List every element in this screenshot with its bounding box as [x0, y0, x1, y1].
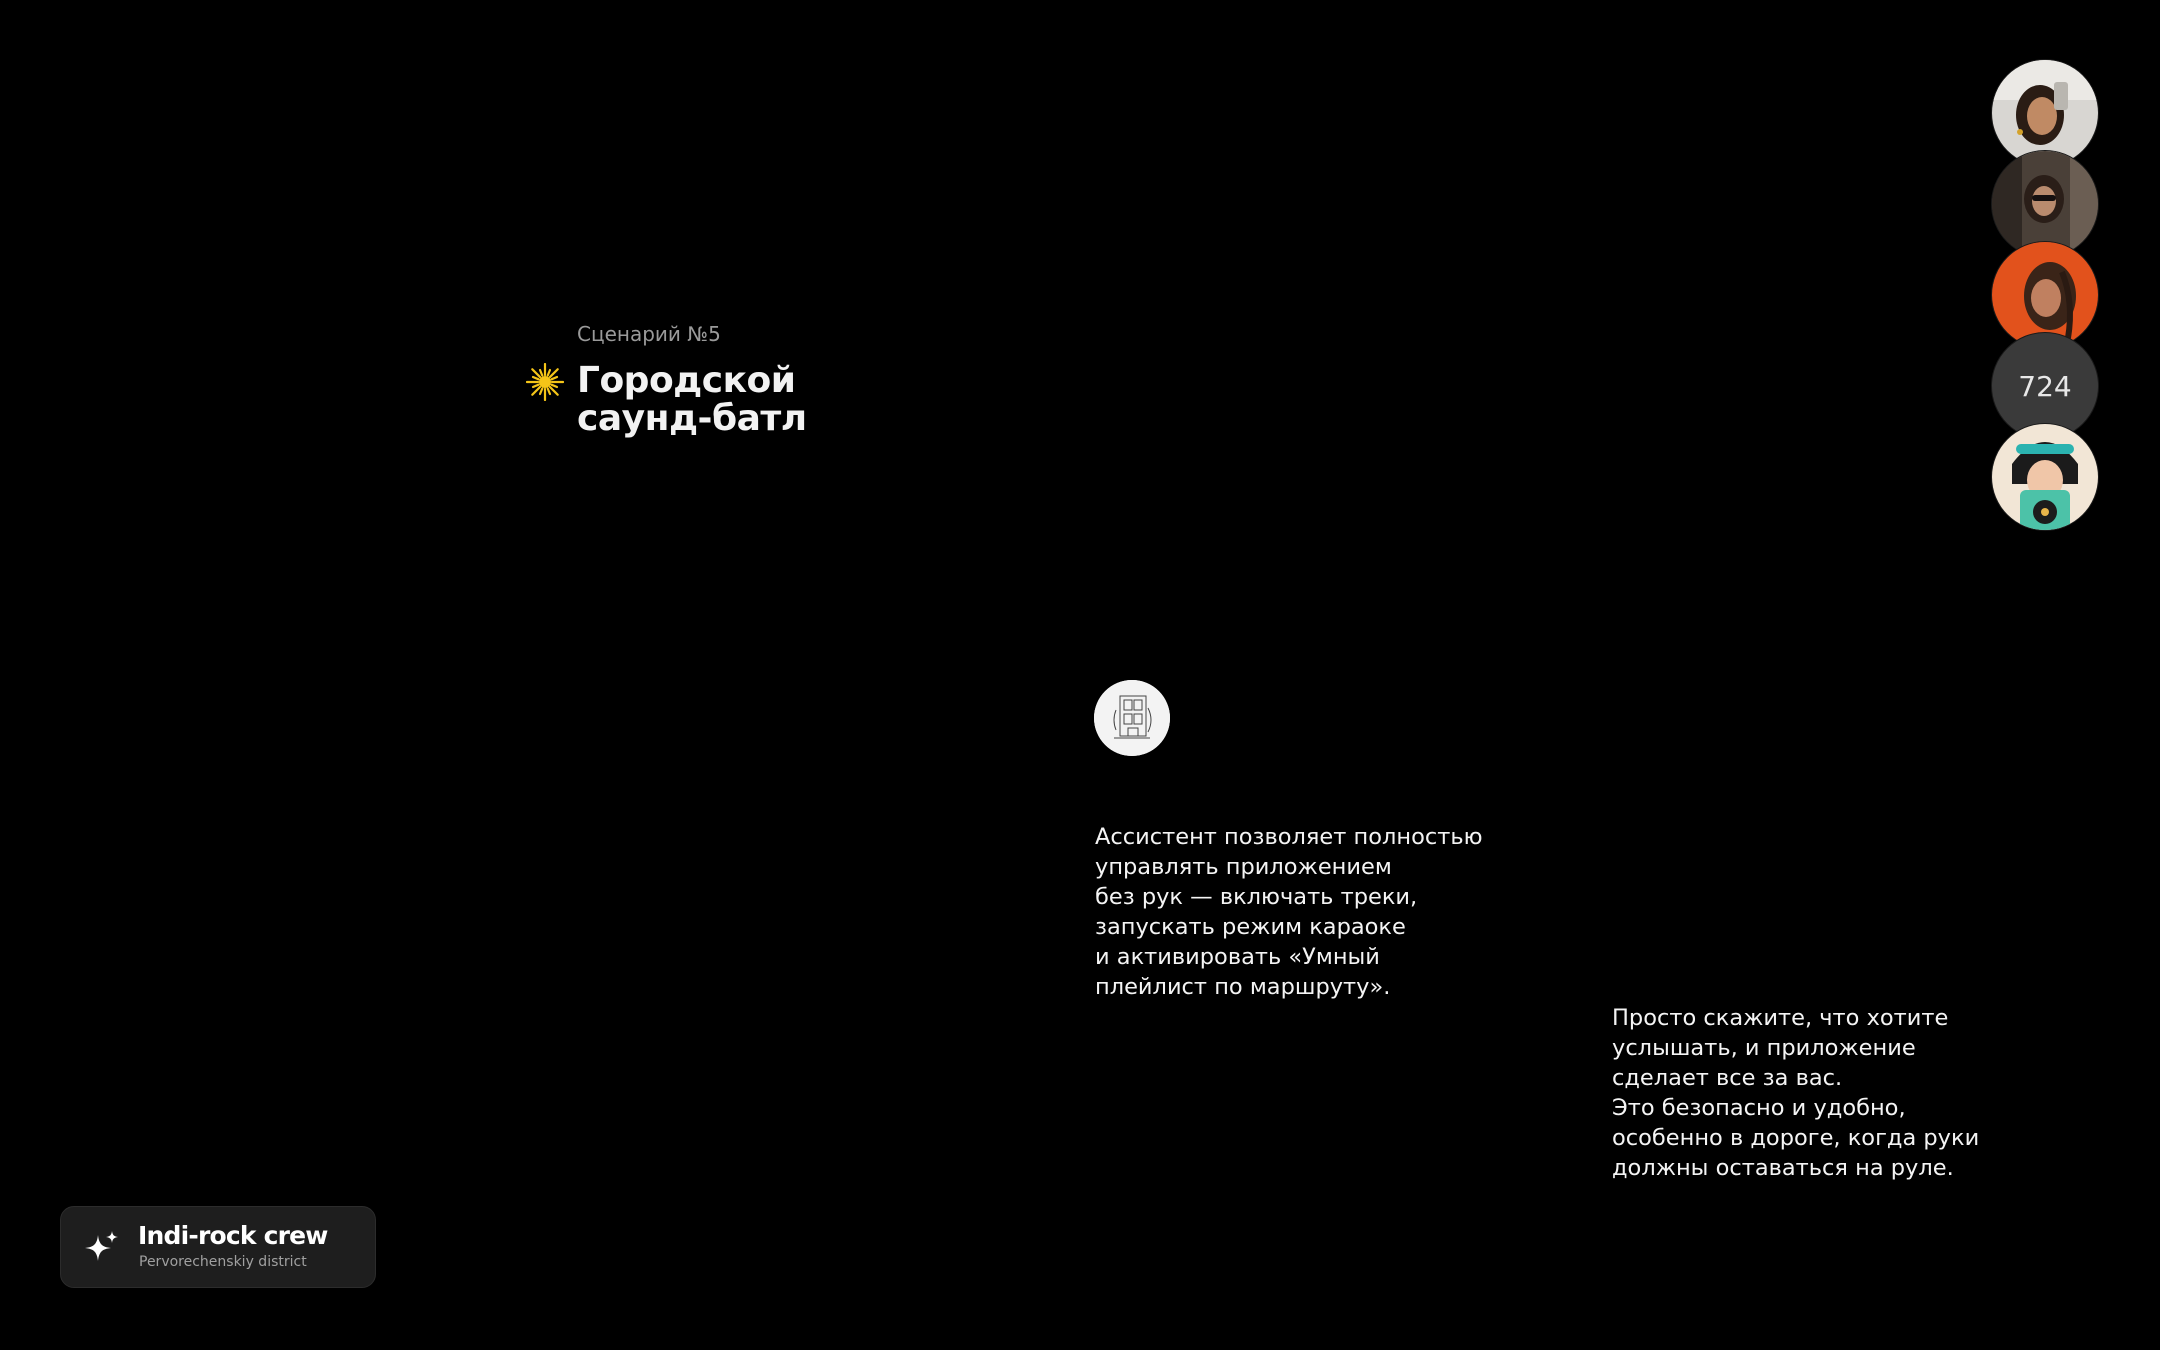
assistant-description-line: и активировать «Умный [1095, 944, 1380, 970]
assistant-benefits-line: сделает все за вас. [1612, 1065, 1843, 1091]
scenario-title [577, 362, 807, 438]
crew-name: Indi-rock crew [138, 1221, 328, 1250]
sparkle-icon [83, 1229, 121, 1267]
assistant-benefits-line: услышать, и приложение [1612, 1035, 1916, 1061]
participant-count: 724 [2018, 369, 2072, 403]
assistant-benefits-line: должны оставаться на руле. [1612, 1155, 1954, 1181]
assistant-description-line: плейлист по маршруту». [1095, 974, 1391, 1000]
assistant-benefits-line: особенно в дороге, когда руки [1612, 1125, 1980, 1151]
scenario-title-line-1: Городской [577, 360, 796, 401]
assistant-description-line: Ассистент позволяет полностью [1095, 824, 1483, 850]
assistant-description [1095, 822, 1483, 1002]
crew-district: Pervorechenskiy district [139, 1254, 307, 1270]
scenario-label: Сценарий №5 [577, 322, 721, 346]
participants-avatar-stack[interactable] [1991, 59, 2099, 529]
assistant-benefits-line: Это безопасно и удобно, [1612, 1095, 1906, 1121]
crew-card[interactable] [60, 1206, 376, 1288]
scenario-title-line-2: саунд-батл [577, 398, 807, 439]
avatar-user-4[interactable] [1991, 423, 2099, 531]
assistant-benefits-line: Просто скажите, что хотите [1612, 1005, 1949, 1031]
assistant-description-line: запускать режим караоке [1095, 914, 1406, 940]
burst-icon [526, 363, 564, 401]
assistant-benefits [1612, 1003, 1979, 1183]
assistant-sketch-avatar [1094, 680, 1170, 756]
assistant-description-line: управлять приложением [1095, 854, 1392, 880]
assistant-description-line: без рук — включать треки, [1095, 884, 1418, 910]
